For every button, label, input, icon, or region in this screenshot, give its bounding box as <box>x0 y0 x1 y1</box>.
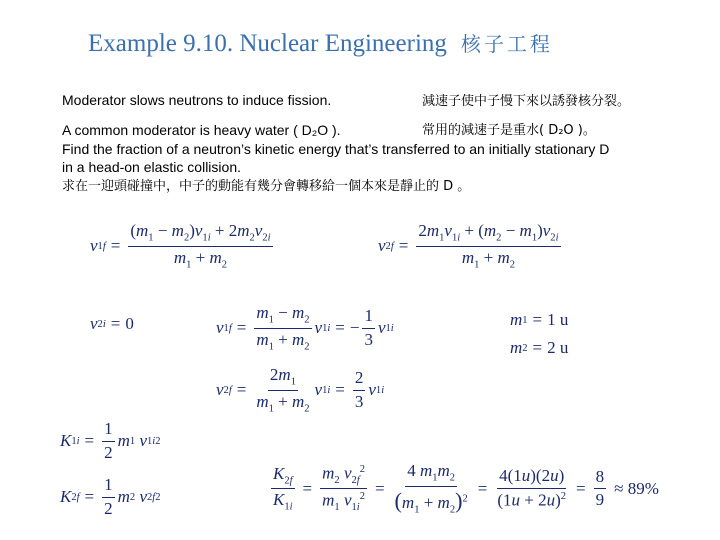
equation-k1i: K 1i = $\frac{1}{2}$ m 1 v 1i 2 <box>60 419 161 462</box>
line-question-zh: 求在一迎頭碰撞中，中子的動能有幾分會轉移給一個本來是靜止的 D 。 <box>62 179 471 194</box>
line-question-2: in a head-on elastic collision. <box>62 159 241 175</box>
v2f-denominator: 3 <box>354 391 364 411</box>
k2f-half-num: 1 <box>102 476 115 498</box>
equation-v1f-specific: v 1f = $\frac{m_1 - m_2}{m_1 + m_2}$ v 1i = − $\frac{1}{3}$ v 1i <box>216 303 394 353</box>
v1f-denominator: 3 <box>364 329 373 349</box>
ratio-result: ≈ 89% <box>614 478 659 498</box>
slide-title <box>88 28 553 58</box>
title-english: Example 9.10. Nuclear Engineering <box>88 30 447 57</box>
ratio-coef-four: 4 <box>407 461 416 480</box>
equation-energy-ratio: $\frac{K_{2f}}{K_{1i}}$ = $\frac{m_2 v_{2f}^2}{m_1 v_{1i}^2}$ = $\frac{4 m_1m_2}{(m_1 + m_2)^2}$ = $\frac{4(1u)(2u)}{(1u + 2u)^2}$ = $\frac{8}{9}$ ≈ 89% <box>273 461 659 516</box>
equation-v2f-specific: v 2f = $\frac{2m_1}{m_1 + m_2}$ v 1i = $\frac{2}{3}$ v 1i <box>216 365 385 415</box>
line-heavy-water-en: A common moderator is heavy water ( D₂O ). <box>62 122 341 138</box>
k1i-half-num: 1 <box>102 420 115 442</box>
line-moderator-en: Moderator slows neutrons to induce fission. <box>62 92 332 108</box>
ratio-denominator: 9 <box>595 490 605 510</box>
line-question-1: Find the fraction of a neutron’s kinetic energy that’s transferred to an initially stationary D <box>62 141 610 157</box>
k2f-half-den: 2 <box>104 498 113 518</box>
equation-m1: m 1 = 1 u <box>510 310 569 329</box>
v2f-numerator: 2 <box>353 369 366 391</box>
m2-value: 2 u <box>547 338 569 357</box>
m1-value: 1 u <box>547 310 569 329</box>
equation-k2f: K 2f = $\frac{1}{2}$ m 2 v 2f 2 <box>60 475 161 518</box>
equation-v1f-general: v 1f = $\frac{(m_1 - m_2)v_{1i} + 2m_2v_{2i}}{m_1 + m_2}$ <box>90 221 271 271</box>
line-moderator-zh: 減速子使中子慢下來以誘發核分裂。 <box>422 94 631 109</box>
equation-v2i-zero: v 2i = 0 <box>90 314 134 333</box>
v2i-value: 0 <box>125 314 134 333</box>
k1i-half-den: 2 <box>104 442 113 462</box>
ratio-numerator: 8 <box>594 468 607 490</box>
v1f-numerator: 1 <box>362 307 375 329</box>
line-heavy-water-zh: 常用的減速子是重水( D₂O )。 <box>422 123 596 138</box>
minus-sign: − <box>349 318 360 338</box>
title-chinese: 核子工程 <box>460 32 553 56</box>
equation-v2f-general: v 2f = $\frac{2m_1v_{1i} + (m_2 - m_1)v_{2i}}{m_1 + m_2}$ <box>378 221 559 271</box>
equation-m2: m 2 = 2 u <box>510 338 569 357</box>
